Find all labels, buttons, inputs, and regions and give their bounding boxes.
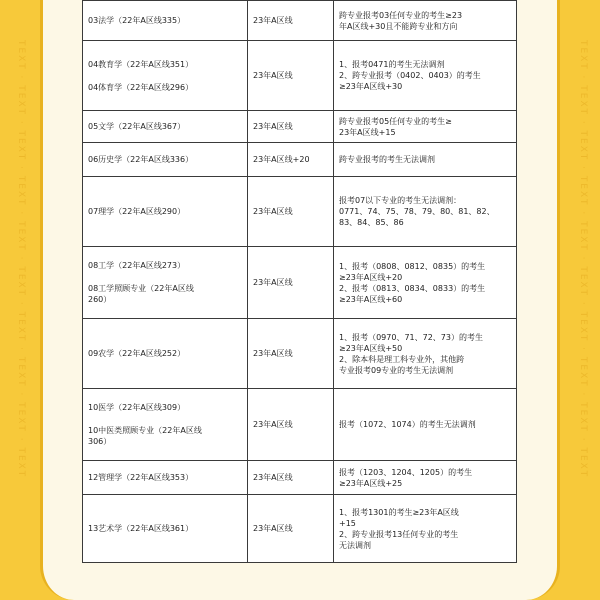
table-row [83, 389, 517, 461]
table-row [83, 143, 517, 177]
note-cell [334, 177, 517, 247]
note-text: 无法调剂 [339, 540, 371, 550]
subject-text: 04教育学（22年A区线351） [88, 59, 194, 69]
note-cell [334, 41, 517, 111]
note-text: 跨专业报考05任何专业的考生≥ [339, 116, 452, 126]
note-text: 23年A区线+15 [339, 127, 396, 137]
note-text: 0771、74、75、78、79、80、81、82、 [339, 207, 495, 216]
score-line-cell: 23年A区线 [248, 247, 334, 319]
note-text: ≥23年A区线+25 [339, 478, 403, 488]
note-text: ≥23年A区线+20 [339, 272, 403, 282]
subject-text: 260） [88, 295, 112, 304]
subject-text: 06历史学（22年A区线336） [88, 155, 194, 164]
note-cell [334, 495, 517, 563]
subject-cell [83, 319, 248, 389]
table-row [83, 461, 517, 495]
subject-text: 12管理学（22年A区线353） [88, 473, 194, 482]
note-text: 2、跨专业报考（0402、0403）的考生 [339, 71, 481, 80]
note-cell [334, 143, 517, 177]
note-cell [334, 247, 517, 319]
note-text: 跨专业报考03任何专业的考生≥23 [339, 10, 463, 20]
subject-cell [83, 461, 248, 495]
note-text: 专业报考09专业的考生无法调剂 [339, 365, 454, 375]
note-text: 报考（1203、1204、1205）的考生 [339, 467, 473, 477]
score-line-cell: 23年A区线+20 [248, 143, 334, 177]
subject-text: 08工学（22年A区线273） [88, 261, 186, 270]
note-text: ≥23年A区线+50 [339, 343, 403, 353]
subject-text: 04体育学（22年A区线296） [88, 82, 194, 92]
table-row [83, 111, 517, 143]
subject-text: 08工学照顾专业（22年A区线 [88, 284, 194, 293]
note-cell [334, 389, 517, 461]
subject-cell [83, 41, 248, 111]
subject-cell [83, 389, 248, 461]
note-text: +15 [339, 518, 356, 528]
note-text: ≥23年A区线+60 [339, 294, 403, 304]
table-row [83, 247, 517, 319]
subject-text: 13艺术学（22年A区线361） [88, 524, 194, 533]
side-decorative-text-left: TEXT · TEXT · TEXT · TEXT · TEXT · TEXT · TEXT · TEXT · TEXT · TEXT [16, 40, 26, 479]
subject-text: 07理学（22年A区线290） [88, 207, 186, 216]
score-line-cell: 23年A区线 [248, 389, 334, 461]
table-row [83, 177, 517, 247]
subject-text: 10医学（22年A区线309） [88, 403, 186, 412]
note-cell [334, 111, 517, 143]
subject-text: 306） [88, 437, 112, 446]
note-cell [334, 461, 517, 495]
subject-cell [83, 247, 248, 319]
score-line-cell: 23年A区线 [248, 495, 334, 563]
note-text: 83、84、85、86 [339, 218, 404, 227]
subject-cell [83, 177, 248, 247]
score-line-cell: 23年A区线 [248, 461, 334, 495]
subject-text: 09农学（22年A区线252） [88, 349, 186, 358]
note-text: ≥23年A区线+30 [339, 82, 403, 91]
note-text: 报考（1072、1074）的考生无法调剂 [339, 420, 476, 429]
note-text: 2、除本科是理工科专业外，其他跨 [339, 354, 465, 364]
subject-cell [83, 111, 248, 143]
table-row [83, 319, 517, 389]
note-text: 1、报考0471的考生无法调剂 [339, 60, 445, 69]
subject-text: 03法学（22年A区线335） [88, 16, 186, 25]
subject-cell [83, 495, 248, 563]
note-cell [334, 319, 517, 389]
score-line-cell: 23年A区线 [248, 111, 334, 143]
subject-text: 05文学（22年A区线367） [88, 122, 186, 131]
note-cell [334, 1, 517, 41]
note-text: 年A区线+30且不能跨专业和方向 [339, 21, 458, 31]
side-decorative-text-right: TEXT · TEXT · TEXT · TEXT · TEXT · TEXT · TEXT · TEXT · TEXT · TEXT [578, 40, 588, 479]
score-line-cell: 23年A区线 [248, 177, 334, 247]
note-text: 2、跨专业报考13任何专业的考生 [339, 529, 459, 539]
table-body [83, 1, 517, 563]
table-row [83, 495, 517, 563]
table-row [83, 41, 517, 111]
note-text: 跨专业报考的考生无法调剂 [339, 155, 435, 164]
subject-cell [83, 143, 248, 177]
note-text: 1、报考（0808、0812、0835）的考生 [339, 261, 486, 271]
score-line-cell: 23年A区线 [248, 41, 334, 111]
note-text: 1、报考1301的考生≥23年A区线 [339, 507, 459, 517]
admission-score-table [82, 0, 517, 563]
note-text: 2、报考（0813、0834、0833）的考生 [339, 283, 486, 293]
note-text: 1、报考（0970、71、72、73）的考生 [339, 332, 483, 342]
note-text: 报考07以下专业的考生无法调剂： [339, 196, 462, 205]
table-row [83, 1, 517, 41]
subject-cell [83, 1, 248, 41]
score-line-cell: 23年A区线 [248, 1, 334, 41]
subject-text: 10中医类照顾专业（22年A区线 [88, 426, 202, 435]
score-line-cell: 23年A区线 [248, 319, 334, 389]
